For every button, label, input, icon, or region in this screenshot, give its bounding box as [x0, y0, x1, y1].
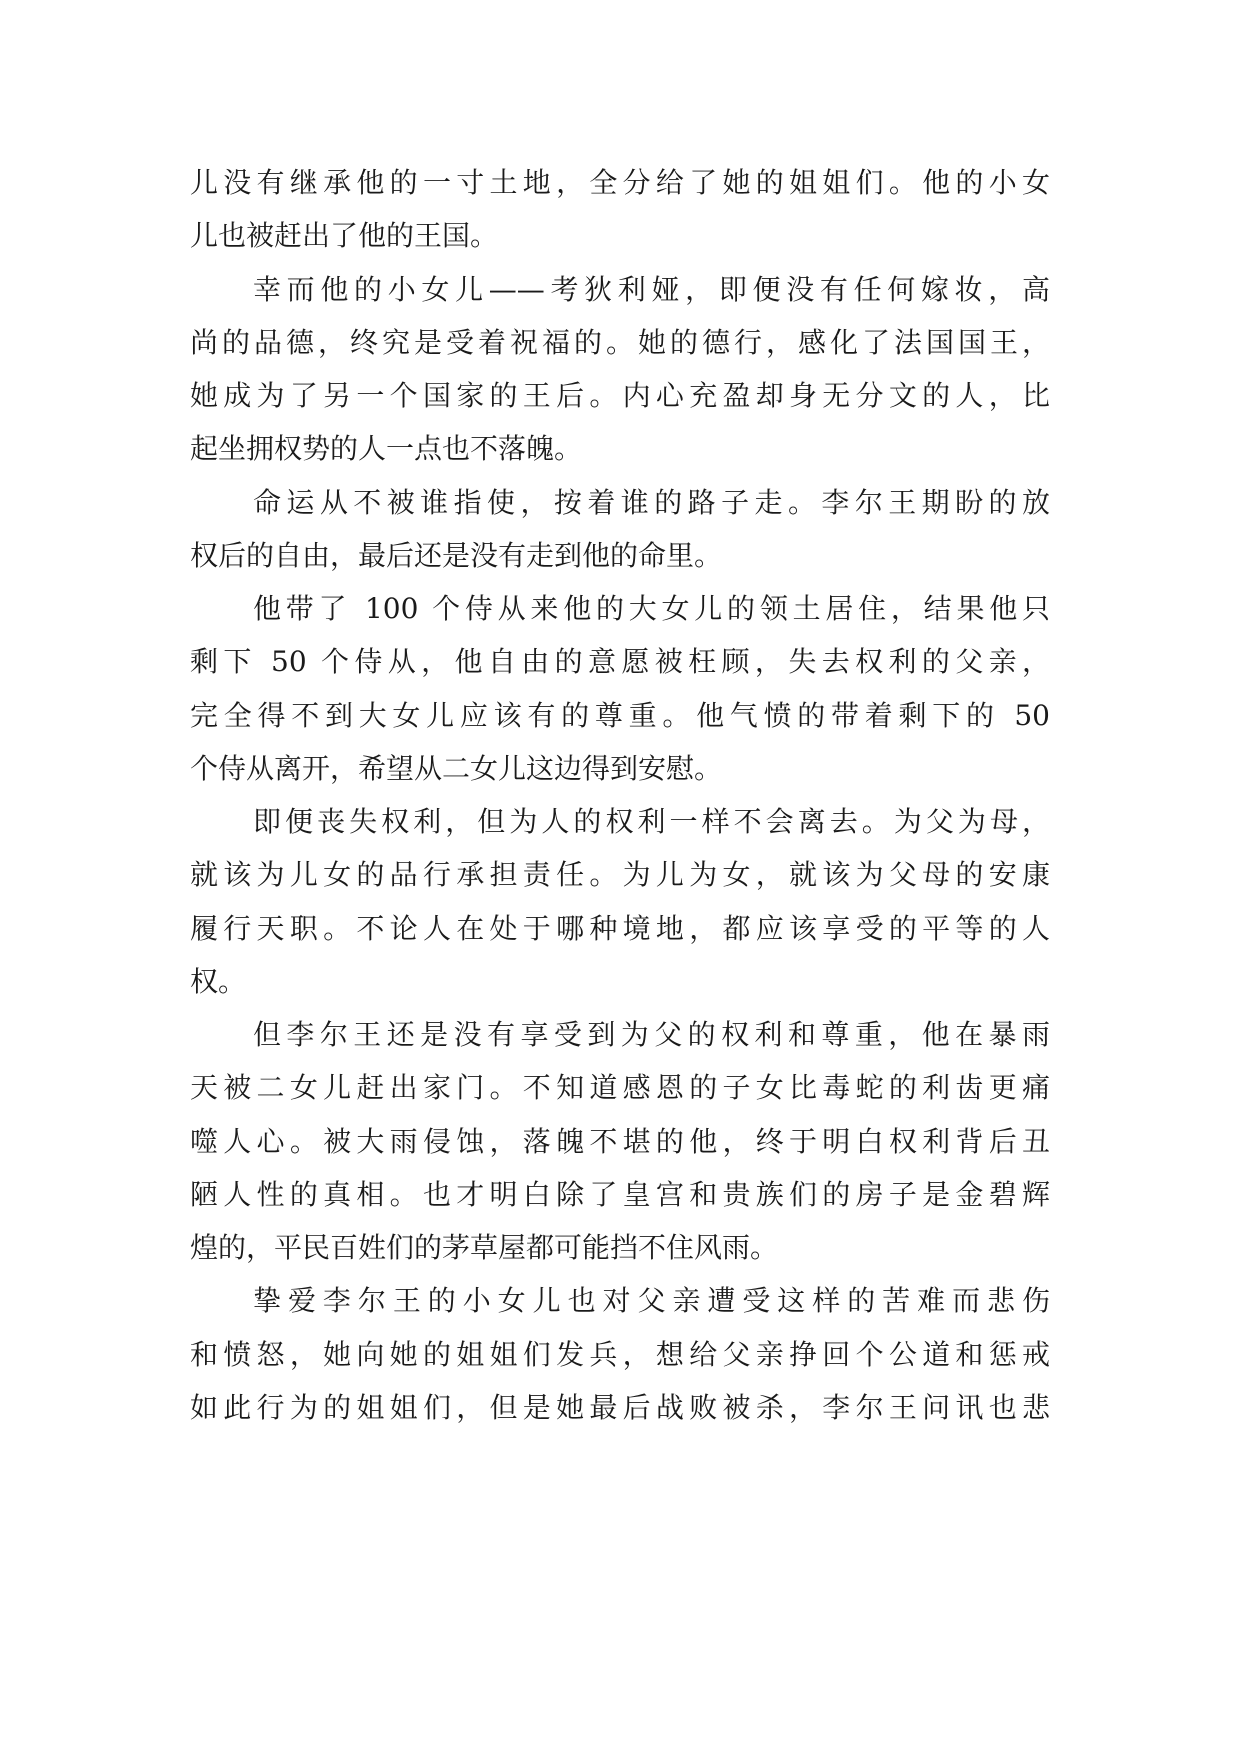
paragraph: [190, 476, 1050, 583]
text-line: 权后的自由，最后还是没有走到他的命里。: [190, 538, 723, 572]
text-line: 就该为儿女的品行承担责任。为儿为女，就该为父母的安康: [190, 858, 1050, 892]
text-line: 履行天职。不论人在处于哪种境地，都应该享受的平等的人: [190, 911, 1050, 945]
paragraph: [190, 1008, 1050, 1274]
paragraph: [190, 263, 1050, 476]
body-text: [190, 156, 1050, 1434]
text-line: 完全得不到大女儿应该有的尊重。他气愤的带着剩下的 50: [190, 698, 1050, 732]
paragraph: [190, 795, 1050, 1008]
text-line: 命运从不被谁指使，按着谁的路子走。李尔王期盼的放: [253, 485, 1050, 519]
text-line: 起坐拥权势的人一点也不落魄。: [190, 432, 583, 466]
text-line: 尚的品德，终究是受着祝福的。她的德行，感化了法国国王，: [190, 325, 1050, 359]
text-line: 但李尔王还是没有享受到为父的权利和尊重，他在暴雨: [253, 1018, 1050, 1051]
paragraph: [190, 1274, 1050, 1434]
text-line: 剩下 50 个侍从，他自由的意愿被枉顾，失去权利的父亲，: [190, 645, 1050, 679]
paragraph: [190, 582, 1050, 795]
text-line: 个侍从离开，希望从二女儿这边得到安慰。: [190, 751, 723, 785]
text-line: 儿也被赶出了他的王国。: [190, 219, 499, 253]
paragraph: [190, 156, 1050, 263]
text-line: 煌的，平民百姓们的茅草屋都可能挡不住风雨。: [190, 1231, 779, 1264]
text-line: 挚爱李尔王的小女儿也对父亲遭受这样的苦难而悲伤: [253, 1284, 1050, 1318]
text-line: 他带了 100 个侍从来他的大女儿的领土居住，结果他只: [253, 592, 1050, 625]
text-line: 幸而他的小女儿——考狄利娅，即便没有任何嫁妆，高: [253, 272, 1050, 306]
text-line: 权。: [190, 964, 247, 998]
text-line: 天被二女儿赶出家门。不知道感恩的子女比毒蛇的利齿更痛: [190, 1071, 1050, 1105]
text-line: 儿没有继承他的一寸土地，全分给了她的姐姐们。他的小女: [190, 166, 1050, 199]
text-line: 陋人性的真相。也才明白除了皇宫和贵族们的房子是金碧辉: [190, 1177, 1050, 1211]
text-line: 即便丧失权利，但为人的权利一样不会离去。为父为母，: [253, 805, 1050, 838]
text-line: 如此行为的姐姐们，但是她最后战败被杀，李尔王问讯也悲: [190, 1390, 1050, 1424]
text-line: 她成为了另一个国家的王后。内心充盈却身无分文的人，比: [190, 379, 1050, 412]
text-line: 噬人心。被大雨侵蚀，落魄不堪的他，终于明白权利背后丑: [190, 1124, 1050, 1158]
text-line: 和愤怒，她向她的姐姐们发兵，想给父亲挣回个公道和惩戒: [190, 1337, 1050, 1371]
